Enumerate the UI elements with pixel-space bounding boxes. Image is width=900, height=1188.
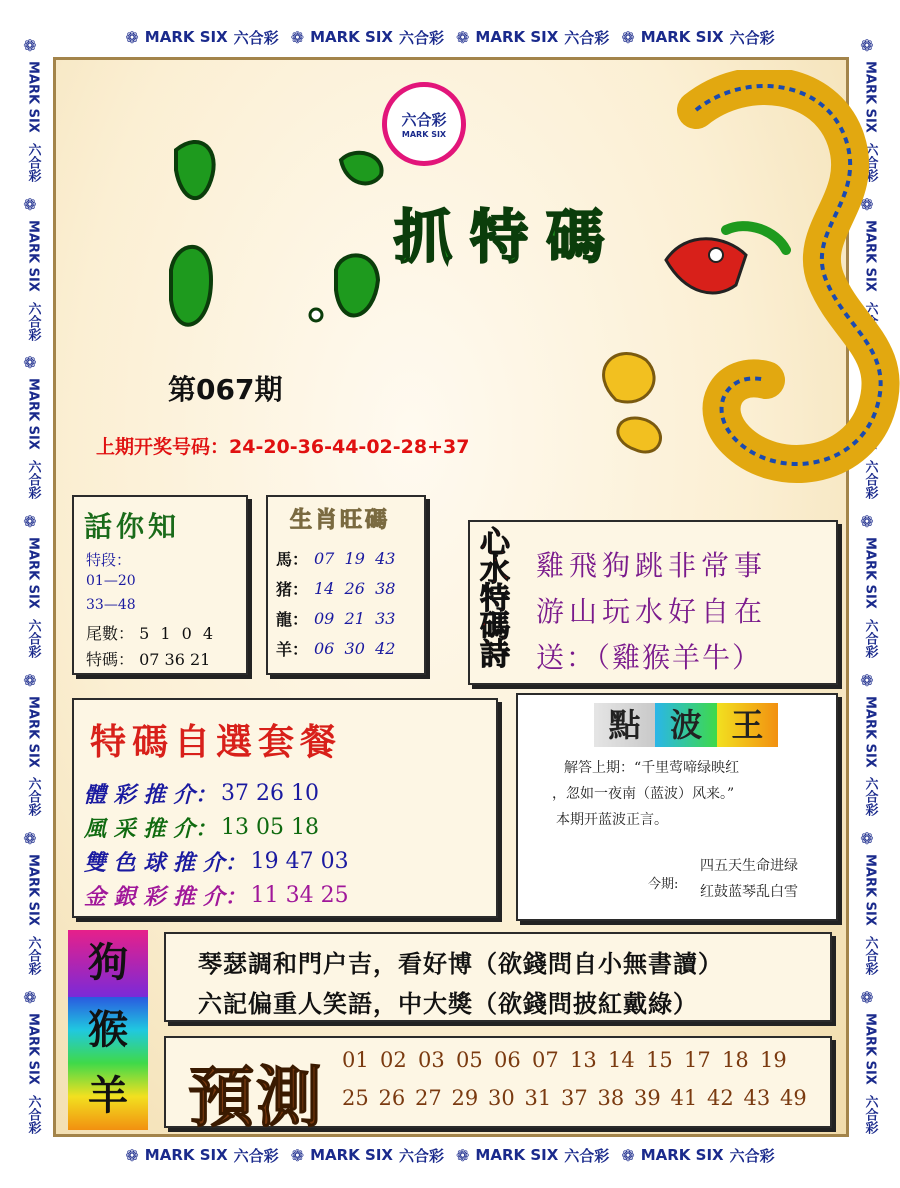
- border-logo-text: 六合彩: [398, 28, 444, 47]
- verse-line-2: 六記偏重人笑語，中大獎（欲錢問披紅戴綠）: [198, 989, 698, 1018]
- flower-icon: ❁: [20, 36, 40, 56]
- special-value: 07 36 21: [139, 650, 211, 669]
- border-unit: [21, 195, 46, 341]
- wave-answer-3: 本期开蓝波正言。: [556, 812, 668, 828]
- prediction-number: 18: [722, 1048, 749, 1072]
- prediction-number: 06: [494, 1048, 521, 1072]
- border-logo-text: 六合彩: [862, 777, 878, 817]
- border-logo-text: 六合彩: [564, 1146, 610, 1165]
- main-panel: [53, 57, 849, 1137]
- border-unit: [456, 1145, 609, 1166]
- border-mark-six-text: MARK SIX: [25, 695, 41, 768]
- special-label: 特碼：: [86, 650, 135, 669]
- border-unit: [21, 353, 46, 499]
- border-mark-six-text: MARK SIX: [475, 28, 559, 46]
- flower-icon: ❁: [857, 36, 877, 56]
- flower-icon: ❁: [20, 829, 40, 849]
- logo-sub: MARK SIX: [401, 130, 447, 139]
- flower-icon: ❁: [20, 670, 40, 690]
- animal-1: 狗: [68, 930, 148, 997]
- wave-answer-2: ，忽如一夜南（蓝波）风来。”: [552, 786, 735, 802]
- prediction-number: 42: [707, 1086, 734, 1110]
- prediction-row-1: [342, 1048, 798, 1072]
- border-mark-six-text: MARK SIX: [25, 378, 41, 451]
- prediction-number: 39: [634, 1086, 661, 1110]
- border-unit: [125, 1145, 278, 1166]
- combo-title: 特碼自選套餐: [90, 721, 343, 763]
- border-unit: [456, 27, 609, 48]
- prediction-number: 15: [646, 1048, 673, 1072]
- flower-icon: ❁: [290, 1145, 305, 1165]
- zodiac-numbers: 14 26 38: [314, 578, 396, 598]
- tail-value: 5 1 0 4: [139, 624, 217, 643]
- border-mark-six-text: MARK SIX: [862, 219, 878, 292]
- prediction-number: 30: [488, 1086, 515, 1110]
- border-logo-text: 六合彩: [25, 777, 41, 817]
- flower-icon: ❁: [20, 194, 40, 214]
- last-draw: [96, 432, 469, 459]
- wave-answer-1: 解答上期：“千里莺啼绿映红: [564, 760, 740, 776]
- border-mark-six-text: MARK SIX: [144, 28, 228, 46]
- border-logo-text: 六合彩: [862, 301, 878, 341]
- zodiac-animal: 馬：: [276, 549, 309, 569]
- combo-value: 37 26 10: [220, 780, 319, 806]
- poem-label: 心水特碼詩: [474, 526, 509, 666]
- logo-text: 六合彩: [401, 111, 447, 129]
- combo-value: 19 47 03: [250, 848, 349, 874]
- flower-icon: ❁: [125, 1145, 139, 1165]
- wave-box: [516, 693, 838, 921]
- wave-today-1: 四五天生命进绿: [700, 858, 798, 874]
- combo-row: [84, 844, 494, 878]
- border-mark-six-text: MARK SIX: [25, 219, 41, 292]
- border-mark-six-text: MARK SIX: [862, 537, 878, 609]
- prediction-number: 19: [760, 1048, 787, 1072]
- animal-column: [68, 930, 148, 1130]
- flower-icon: ❁: [20, 353, 40, 373]
- border-mark-six-text: MARK SIX: [25, 854, 41, 927]
- prediction-number: 05: [456, 1048, 483, 1072]
- prediction-number: 37: [561, 1086, 588, 1110]
- combo-label: 金 銀 彩 推 介：: [84, 883, 247, 910]
- prediction-number: 27: [415, 1086, 442, 1110]
- border-mark-six-text: MARK SIX: [144, 1146, 228, 1164]
- flower-icon: ❁: [20, 987, 40, 1007]
- border-unit: [21, 36, 46, 182]
- prediction-number: 03: [418, 1048, 445, 1072]
- segment-label: 特段：: [86, 551, 132, 569]
- special-row: [86, 647, 210, 670]
- prediction-label: 預測: [188, 1058, 324, 1136]
- border-left: [18, 30, 48, 1140]
- prediction-number: 07: [532, 1048, 559, 1072]
- prediction-number: 13: [570, 1048, 597, 1072]
- zodiac-row: [276, 633, 426, 663]
- border-logo-text: 六合彩: [862, 460, 878, 500]
- prediction-number: 26: [378, 1086, 406, 1110]
- border-unit: [858, 512, 883, 658]
- combo-row: [84, 878, 494, 912]
- border-logo-text: 六合彩: [862, 143, 878, 183]
- border-logo-text: 六合彩: [25, 143, 41, 183]
- segment-2: 33—48: [86, 597, 136, 613]
- combo-label: 風 采 推 介：: [84, 815, 217, 842]
- wave-title: [594, 703, 778, 747]
- border-unit: [858, 671, 883, 817]
- border-unit: [21, 988, 46, 1134]
- border-mark-six-text: MARK SIX: [310, 1146, 393, 1164]
- border-logo-text: 六合彩: [564, 28, 610, 47]
- prediction-number: 38: [597, 1086, 625, 1110]
- zodiac-numbers: 09 21 33: [314, 608, 396, 628]
- border-mark-six-text: MARK SIX: [25, 61, 41, 134]
- combo-value: 11 34 25: [250, 882, 349, 908]
- prediction-number: 17: [684, 1048, 711, 1072]
- flower-icon: ❁: [857, 829, 877, 849]
- prediction-number: 01: [342, 1048, 369, 1072]
- prediction-number: 41: [670, 1086, 698, 1110]
- prediction-number: 31: [524, 1086, 552, 1110]
- flower-icon: ❁: [621, 27, 635, 47]
- flower-icon: ❁: [857, 512, 877, 532]
- combo-value: 13 05 18: [220, 814, 319, 840]
- prediction-number: 14: [608, 1048, 635, 1072]
- combo-rows: [84, 776, 494, 912]
- tail-label: 尾數：: [86, 624, 135, 643]
- decorative-blobs: [156, 130, 416, 340]
- flower-icon: ❁: [857, 987, 877, 1007]
- border-logo-text: 六合彩: [25, 618, 41, 658]
- flower-icon: ❁: [857, 670, 877, 690]
- tail-row: [86, 621, 216, 644]
- border-logo-text: 六合彩: [25, 936, 41, 976]
- border-logo-text: 六合彩: [862, 618, 878, 658]
- zodiac-title: 生肖旺碼: [290, 507, 391, 533]
- flower-icon: ❁: [456, 1145, 470, 1165]
- flower-icon: ❁: [290, 27, 305, 47]
- combo-box: [72, 698, 498, 918]
- border-logo-text: 六合彩: [233, 1146, 279, 1165]
- zodiac-animal: 龍：: [276, 609, 309, 629]
- border-mark-six-text: MARK SIX: [640, 28, 724, 46]
- border-bottom: [0, 1140, 900, 1170]
- border-unit: [21, 671, 46, 817]
- wave-title-1: 點: [594, 703, 655, 747]
- border-mark-six-text: MARK SIX: [25, 537, 41, 609]
- verse-line-1: 琴瑟調和門户吉，看好博（欲錢問自小無書讀）: [198, 949, 723, 978]
- border-logo-text: 六合彩: [25, 1094, 41, 1134]
- flower-icon: ❁: [857, 194, 877, 214]
- prediction-number: 49: [780, 1086, 807, 1110]
- combo-label: 雙 色 球 推 介：: [84, 849, 247, 876]
- border-top: [0, 22, 900, 52]
- border-unit: [858, 829, 883, 975]
- flower-icon: ❁: [621, 1145, 635, 1165]
- border-logo-text: 六合彩: [398, 1146, 444, 1165]
- border-unit: [621, 27, 774, 48]
- poem-box: [468, 520, 838, 685]
- border-mark-six-text: MARK SIX: [25, 1012, 41, 1085]
- zodiac-row: [276, 603, 426, 633]
- prediction-row-2: [342, 1086, 817, 1110]
- zodiac-numbers: 06 30 42: [314, 638, 396, 658]
- issue-number: 第067期: [168, 373, 283, 406]
- prediction-number: 43: [743, 1086, 771, 1110]
- wave-today-2: 红鼓蓝琴乱白雪: [700, 884, 798, 900]
- border-unit: [291, 1145, 444, 1166]
- zodiac-rows: [276, 543, 426, 663]
- poem-line-1: 雞飛狗跳非常事: [536, 549, 768, 582]
- segment-1: 01—20: [86, 573, 136, 589]
- border-logo-text: 六合彩: [25, 301, 41, 341]
- mark-six-logo: [382, 82, 466, 166]
- flower-icon: ❁: [125, 27, 139, 47]
- border-unit: [125, 27, 278, 48]
- hint-title: 話你知: [84, 510, 181, 543]
- wave-title-3: 王: [717, 703, 778, 747]
- zodiac-row: [276, 543, 426, 573]
- border-mark-six-text: MARK SIX: [862, 61, 878, 134]
- border-mark-six-text: MARK SIX: [640, 1146, 724, 1164]
- combo-row: [84, 776, 494, 810]
- border-mark-six-text: MARK SIX: [862, 378, 878, 451]
- zodiac-numbers: 07 19 43: [314, 548, 396, 568]
- dragon-illustration: [576, 70, 900, 510]
- prediction-box: [164, 1036, 832, 1136]
- hint-box: [72, 495, 248, 675]
- border-mark-six-text: MARK SIX: [310, 28, 393, 46]
- poem-line-2: 游山玩水好自在: [536, 595, 768, 628]
- animal-2: 猴: [68, 997, 148, 1064]
- border-unit: [21, 829, 46, 975]
- prediction-number: 29: [451, 1086, 479, 1110]
- zodiac-animal: 羊：: [276, 639, 309, 659]
- wave-today-label: 今期:: [648, 877, 679, 892]
- border-mark-six-text: MARK SIX: [862, 1012, 878, 1085]
- border-mark-six-text: MARK SIX: [862, 854, 878, 927]
- border-logo-text: 六合彩: [729, 28, 775, 47]
- border-unit: [291, 27, 444, 48]
- prediction-number: 25: [342, 1086, 369, 1110]
- last-draw-label: 上期开奖号码：: [96, 436, 230, 458]
- flower-icon: ❁: [20, 512, 40, 532]
- border-unit: [858, 988, 883, 1134]
- poem-line-3: 送：（雞猴羊牛）: [536, 641, 763, 674]
- combo-row: [84, 810, 494, 844]
- border-unit: [21, 512, 46, 658]
- last-draw-value: 24-20-36-44-02-28+37: [229, 436, 470, 458]
- flower-icon: ❁: [857, 353, 877, 373]
- border-logo-text: 六合彩: [233, 28, 279, 47]
- page-title: 抓特碼: [394, 203, 623, 271]
- wave-title-2: 波: [655, 703, 716, 747]
- combo-label: 體 彩 推 介：: [84, 781, 217, 808]
- prediction-number: 02: [380, 1048, 407, 1072]
- zodiac-animal: 猪：: [276, 579, 309, 599]
- border-unit: [621, 1145, 774, 1166]
- flower-icon: ❁: [456, 27, 470, 47]
- border-mark-six-text: MARK SIX: [475, 1146, 559, 1164]
- border-mark-six-text: MARK SIX: [862, 695, 878, 768]
- animal-3: 羊: [68, 1063, 148, 1130]
- border-logo-text: 六合彩: [729, 1146, 775, 1165]
- zodiac-row: [276, 573, 426, 603]
- border-logo-text: 六合彩: [862, 1094, 878, 1134]
- verse-box: [164, 932, 832, 1022]
- border-logo-text: 六合彩: [862, 936, 878, 976]
- border-logo-text: 六合彩: [25, 460, 41, 500]
- zodiac-box: [266, 495, 426, 675]
